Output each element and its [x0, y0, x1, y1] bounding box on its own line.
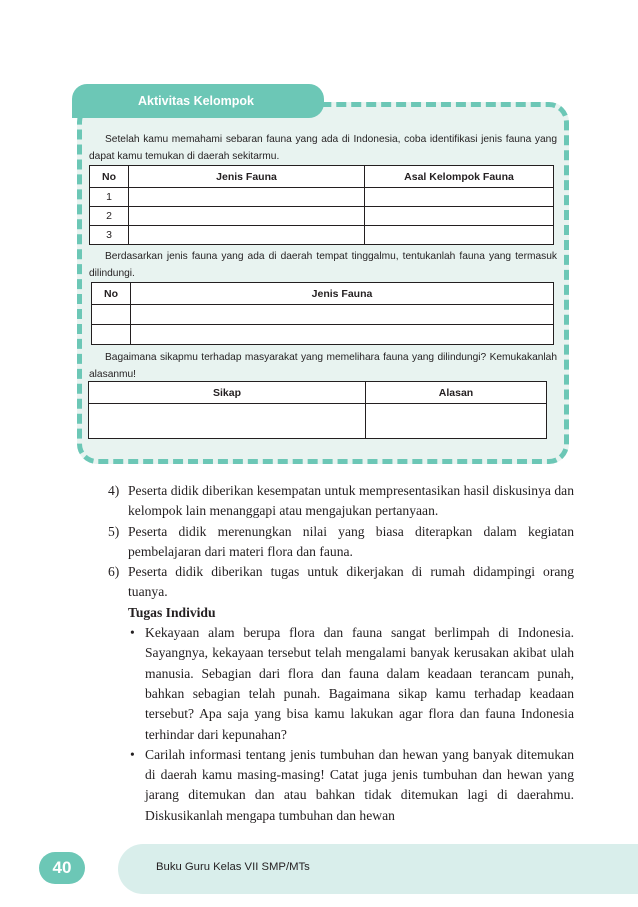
fauna-cell[interactable]	[129, 207, 365, 226]
table-row	[89, 404, 547, 439]
table-header-sikap: Sikap	[89, 382, 366, 404]
row-number: 3	[90, 226, 129, 245]
table-row	[90, 188, 554, 207]
number-cell[interactable]	[92, 325, 131, 345]
table-row	[92, 325, 554, 345]
table-header-asal-kelompok: Asal Kelompok Fauna	[365, 166, 554, 188]
table-header-alasan: Alasan	[366, 382, 547, 404]
reason-cell[interactable]	[366, 404, 547, 439]
activity-title: Aktivitas Kelompok	[72, 84, 324, 118]
protected-fauna-table	[91, 282, 554, 345]
steps-list	[108, 481, 574, 826]
table-row	[90, 207, 554, 226]
number-cell[interactable]	[92, 305, 131, 325]
table-header-no: No	[90, 166, 129, 188]
origin-cell[interactable]	[365, 226, 554, 245]
activity-paragraph-1: Setelah kamu memahami sebaran fauna yang ada di Indonesia, coba identifikasi jenis fauna yang dapat kamu temukan di daerah sekitarmu.	[89, 134, 557, 162]
activity-paragraph-3: Bagaimana sikapmu terhadap masyarakat yang memelihara fauna yang dilindungi? Kemukakanlah alasanmu!	[89, 352, 557, 380]
fauna-identification-table	[89, 165, 554, 245]
table-row	[90, 226, 554, 245]
fauna-cell[interactable]	[129, 226, 365, 245]
attitude-cell[interactable]	[89, 404, 366, 439]
list-item: • Carilah informasi tentang jenis tumbuhan dan hewan yang banyak ditemukan di daerah kamu masing-masing! Catat juga jenis tumbuhan dan hewan yang jarang ditemukan dan atau bahkan tidak ditemukan lagi di daerahmu. Diskusikanlah mengapa tumbuhan dan hewan	[130, 746, 574, 823]
table-header-no: No	[92, 283, 131, 305]
list-item: 5) Peserta didik merenungkan nilai yang biasa diterapkan dalam kegiatan pembelajaran dari materi flora dan fauna.	[108, 523, 574, 559]
activity-paragraph-2: Berdasarkan jenis fauna yang ada di daerah tempat tinggalmu, tentukanlah fauna yang termasuk dilindungi.	[89, 251, 557, 279]
bullet-icon: •	[130, 625, 135, 641]
fauna-cell[interactable]	[131, 305, 554, 325]
origin-cell[interactable]	[365, 188, 554, 207]
list-item: • Kekayaan alam berupa flora dan fauna sangat berlimpah di Indonesia. Sayangnya, kekayaan tersebut telah mengalami banyak kerusakan akibat ulah manusia. Sebagian dari flora dan fauna dalam keadaan terancam punah, bahkan sebagian telah punah. Bagaimana sikap kamu terhadap keadaan tersebut? Apa saja yang bisa kamu lakukan agar flora dan fauna Indonesia terhindar dari kepunahan?	[130, 625, 574, 742]
bullet-icon: •	[130, 746, 135, 762]
row-number: 2	[90, 207, 129, 226]
fauna-cell[interactable]	[131, 325, 554, 345]
table-header-jenis-fauna: Jenis Fauna	[129, 166, 365, 188]
list-item: 6) Peserta didik diberikan tugas untuk dikerjakan di rumah didampingi orang tuanya.	[108, 564, 574, 600]
book-title: Buku Guru Kelas VII SMP/MTs	[156, 861, 310, 873]
table-row	[92, 305, 554, 325]
fauna-cell[interactable]	[129, 188, 365, 207]
origin-cell[interactable]	[365, 207, 554, 226]
list-item: 4) Peserta didik diberikan kesempatan untuk mempresentasikan hasil diskusinya dan kelompok lain menanggapi atau mengajukan pertanyaan.	[108, 483, 574, 519]
table-header-jenis-fauna: Jenis Fauna	[131, 283, 554, 305]
page-number: 40	[39, 852, 85, 884]
row-number: 1	[90, 188, 129, 207]
attitude-table	[88, 381, 547, 439]
tugas-individu-heading: Tugas Individu	[128, 604, 216, 620]
